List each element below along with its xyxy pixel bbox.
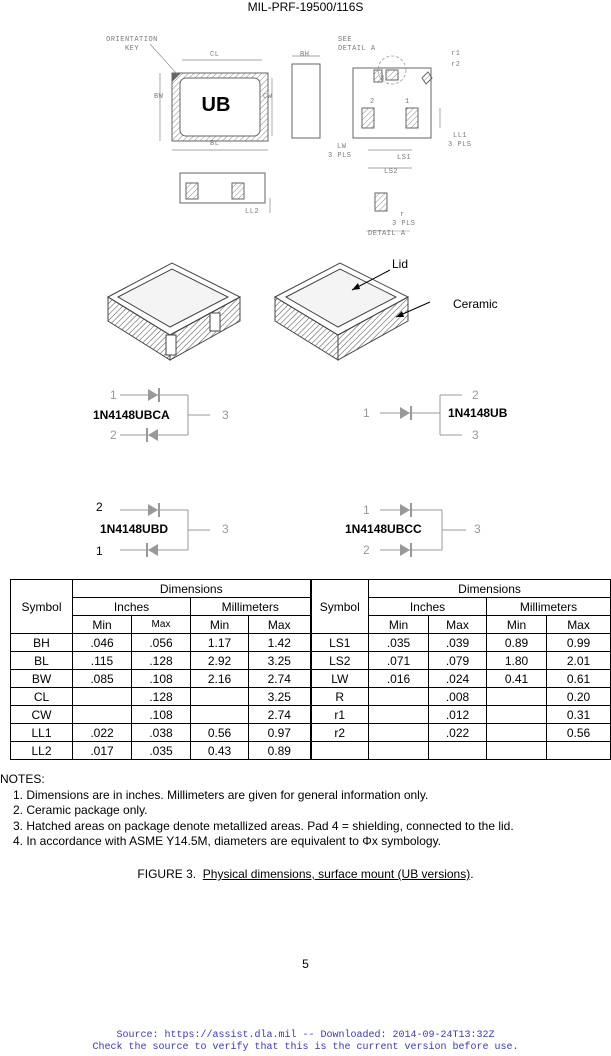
dimensions-table	[10, 579, 611, 760]
table-cell: 3.25	[249, 688, 311, 706]
table-row	[11, 688, 611, 706]
symbol-header-left: Symbol	[11, 580, 73, 634]
table-cell: LL1	[11, 724, 73, 742]
table-cell	[369, 742, 429, 760]
orientation-key-label: ORIENTATION KEY	[106, 36, 158, 53]
document-id: MIL-PRF-19500/116S	[247, 0, 364, 14]
part-1n4148ub: 1N4148UB	[448, 406, 508, 420]
bh-label: BH	[300, 51, 310, 59]
symbol-header-right: Symbol	[311, 580, 369, 634]
notes-section	[0, 772, 611, 850]
max-header: Max	[547, 616, 611, 634]
source-footer	[0, 1030, 611, 1054]
table-cell	[487, 724, 547, 742]
page-number: 5	[302, 957, 309, 971]
table-cell: LS1	[311, 634, 369, 652]
table-cell: CW	[11, 706, 73, 724]
table-cell	[487, 688, 547, 706]
table-cell: 1.42	[249, 634, 311, 652]
figure-caption-title: Physical dimensions, surface mount (UB versions)	[202, 867, 471, 881]
table-cell: LW	[311, 670, 369, 688]
figure-caption-suffix: .	[470, 867, 474, 881]
table-cell	[191, 706, 249, 724]
table-cell: .022	[429, 724, 487, 742]
side-view-outline	[292, 64, 320, 138]
table-cell: .046	[73, 634, 132, 652]
ubd-pin3: 3	[222, 522, 229, 536]
table-cell: LS2	[311, 652, 369, 670]
table-row	[11, 742, 611, 760]
table-cell: 0.43	[191, 742, 249, 760]
bl-label: BL	[210, 140, 220, 148]
table-cell	[429, 742, 487, 760]
package-mark: UB	[201, 94, 231, 116]
table-cell: 1.17	[191, 634, 249, 652]
table-cell: .008	[429, 688, 487, 706]
note-item: 2. Ceramic package only.	[13, 803, 148, 817]
ll1-label: LL1	[453, 132, 468, 140]
table-cell: 0.41	[487, 670, 547, 688]
table-cell: .085	[73, 670, 132, 688]
table-cell: LL2	[11, 742, 73, 760]
table-cell: .022	[73, 724, 132, 742]
detail-a-pad	[375, 193, 387, 211]
ll1-pls-label: 3 PLS	[448, 141, 472, 149]
table-cell: .115	[73, 652, 132, 670]
note-item: 3. Hatched areas on package denote metallized areas. Pad 4 = shielding, connected to the lid.	[13, 818, 514, 833]
table-cell: .024	[429, 670, 487, 688]
table-row	[11, 652, 611, 670]
table-cell: BL	[11, 652, 73, 670]
table-cell: 2.16	[191, 670, 249, 688]
bw-label: BW	[154, 93, 164, 101]
table-cell: .079	[429, 652, 487, 670]
table-cell	[547, 742, 611, 760]
note-item: 1. Dimensions are in inches. Millimeters are given for general information only.	[13, 787, 429, 802]
inches-header-right: Inches	[369, 598, 487, 616]
ll2-label: LL2	[245, 208, 260, 216]
pin2-label: 2	[370, 98, 375, 106]
part-1n4148ubca: 1N4148UBCA	[93, 408, 170, 422]
table-cell: 2.74	[249, 670, 311, 688]
ubca-pin1: 1	[110, 388, 117, 402]
table-cell: 2.74	[249, 706, 311, 724]
lw-label: LW	[337, 143, 347, 151]
r1-label: r1	[451, 50, 461, 58]
note-item: 4. In accordance with ASME Y14.5M, diameters are equivalent to Φx symbology.	[13, 834, 442, 848]
table-cell: 0.89	[487, 634, 547, 652]
detail-a-label: DETAIL A	[368, 230, 406, 238]
table-cell: 2.01	[547, 652, 611, 670]
footer-line2: Check the source to verify that this is the current version before use.	[92, 1042, 519, 1053]
ubcc-pin1: 1	[363, 503, 370, 517]
table-cell: CL	[11, 688, 73, 706]
table-cell: .071	[369, 652, 429, 670]
r-pls-label: 3 PLS	[392, 220, 416, 228]
table-cell: BH	[11, 634, 73, 652]
ls1-label: LS1	[397, 154, 412, 162]
footer-line1: Source: https://assist.dla.mil -- Downloaded: 2014-09-24T13:32Z	[116, 1030, 495, 1041]
millimeters-header-right: Millimeters	[487, 598, 611, 616]
ub-pin3: 3	[472, 428, 479, 442]
table-cell: .038	[132, 724, 191, 742]
r-label: r	[400, 211, 405, 219]
table-cell: 0.31	[547, 706, 611, 724]
ubca-pin2: 2	[110, 428, 117, 442]
table-cell	[369, 688, 429, 706]
table-cell: 0.97	[249, 724, 311, 742]
pin1-label: 1	[405, 98, 410, 106]
table-cell: .016	[369, 670, 429, 688]
lid-label: Lid	[392, 257, 409, 271]
table-cell	[487, 742, 547, 760]
millimeters-header-left: Millimeters	[191, 598, 311, 616]
table-cell: .035	[369, 634, 429, 652]
min-header: Min	[191, 616, 249, 634]
table-cell: r2	[311, 724, 369, 742]
part-1n4148ubd: 1N4148UBD	[100, 522, 169, 536]
ceramic-label: Ceramic	[453, 297, 498, 311]
table-cell	[73, 706, 132, 724]
lw-pls-label: 3 PLS	[328, 152, 352, 160]
ub-pin1: 1	[363, 406, 370, 420]
table-cell: 0.61	[547, 670, 611, 688]
table-cell: 0.99	[547, 634, 611, 652]
package-3d-right	[275, 263, 430, 360]
table-cell: .128	[132, 652, 191, 670]
table-cell: 3.25	[249, 652, 311, 670]
ubd-pin1: 1	[96, 544, 103, 558]
min-header: Min	[73, 616, 132, 634]
table-cell: BW	[11, 670, 73, 688]
table-cell: .128	[132, 688, 191, 706]
max-header: Max	[429, 616, 487, 634]
table-cell: 2.92	[191, 652, 249, 670]
table-row	[11, 706, 611, 724]
table-cell	[369, 724, 429, 742]
max-header: Max	[249, 616, 311, 634]
table-cell: .012	[429, 706, 487, 724]
table-cell: 0.56	[191, 724, 249, 742]
table-cell: R	[311, 688, 369, 706]
table-cell: 0.89	[249, 742, 311, 760]
ubd-pin2: 2	[96, 500, 103, 514]
pin3-label: 3	[380, 75, 385, 83]
dimensions-header-right: Dimensions	[369, 580, 611, 598]
max-header: Max	[132, 616, 191, 634]
ubcc-pin3: 3	[474, 522, 481, 536]
inches-header-left: Inches	[73, 598, 191, 616]
table-cell: 1.80	[487, 652, 547, 670]
cw-label: CW	[263, 93, 273, 101]
table-cell: .017	[73, 742, 132, 760]
table-cell: .108	[132, 706, 191, 724]
table-cell: 0.56	[547, 724, 611, 742]
table-cell	[73, 688, 132, 706]
dimensions-header-left: Dimensions	[73, 580, 311, 598]
table-cell	[191, 688, 249, 706]
see-detail-a-label: SEE DETAIL A	[338, 36, 376, 53]
ubcc-pin2: 2	[363, 543, 370, 557]
table-row	[11, 634, 611, 652]
figure-caption-prefix: FIGURE 3.	[137, 867, 197, 881]
table-cell: r1	[311, 706, 369, 724]
table-cell: .108	[132, 670, 191, 688]
ls2-label: LS2	[384, 168, 399, 176]
min-header: Min	[369, 616, 429, 634]
r2-label: r2	[451, 61, 461, 69]
table-cell	[487, 706, 547, 724]
cl-label: CL	[210, 51, 220, 59]
table-cell	[369, 706, 429, 724]
table-row	[11, 724, 611, 742]
ub-pin2: 2	[472, 388, 479, 402]
table-cell: .039	[429, 634, 487, 652]
table-cell: .056	[132, 634, 191, 652]
table-cell: 0.20	[547, 688, 611, 706]
ubca-pin3: 3	[222, 408, 229, 422]
figure-caption	[0, 867, 611, 881]
min-header: Min	[487, 616, 547, 634]
part-1n4148ubcc: 1N4148UBCC	[345, 522, 422, 536]
notes-title: NOTES:	[0, 772, 45, 786]
table-row	[11, 670, 611, 688]
package-3d-left	[108, 263, 240, 360]
table-cell: .035	[132, 742, 191, 760]
table-cell	[311, 742, 369, 760]
